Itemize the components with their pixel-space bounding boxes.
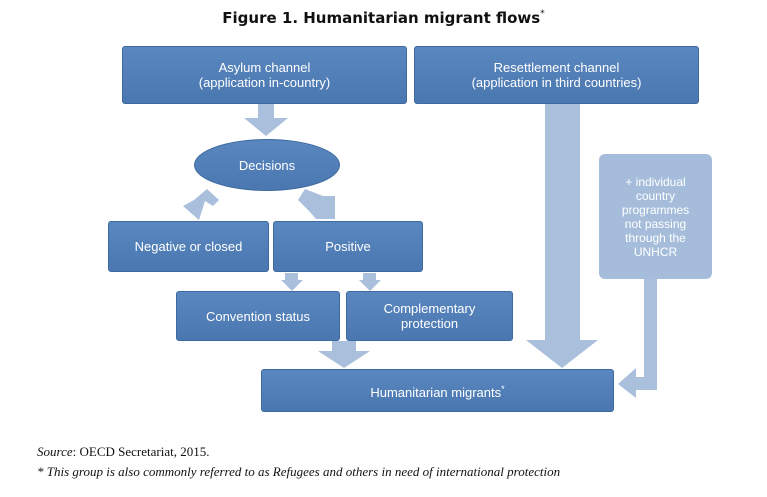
complementary-protection-sublabel: protection [400,316,459,331]
positive-box [273,221,423,272]
individual-programmes-line-2: country [635,188,676,203]
complementary-protection-box [346,291,513,341]
asylum-channel-label: Asylum channel [218,60,311,75]
individual-programmes-line-6: UNHCR [633,244,678,259]
arrow-asylum-to-decisions [244,104,288,136]
footnote-line: * This group is also commonly referred to as Refugees and others in need of international protection [37,464,561,479]
decisions-label: Decisions [238,157,296,173]
convention-status-label: Convention status [205,308,311,324]
resettlement-channel-sublabel: (application in third countries) [471,75,642,90]
individual-programmes-line-5: through the [625,230,686,245]
positive-label: Positive [325,239,371,254]
convention-status-box [176,291,340,341]
asylum-channel-sublabel: (application in-country) [198,75,331,90]
arrow-resettlement-to-humanitarian [526,104,598,368]
arrow-decisions-to-negative [183,189,219,220]
individual-programmes-line-1: + individual [625,174,686,189]
individual-programmes-line-4: not passing [624,216,687,231]
decisions-node [194,139,340,191]
arrow-positive-to-convention [281,273,303,291]
individual-programmes-line-3: programmes [621,202,690,217]
negative-or-closed-box [108,221,269,272]
figure-caption [37,442,560,482]
source-line: Source: OECD Secretariat, 2015. [37,444,210,459]
resettlement-channel-box [414,46,699,104]
individual-programmes-box [599,154,712,279]
arrow-to-humanitarian [318,341,370,368]
humanitarian-migrants-label: Humanitarian migrants* [370,383,505,400]
arrow-decisions-to-positive [298,189,335,219]
humanitarian-migrants-box [261,369,614,412]
complementary-protection-label: Complementary [383,301,476,316]
arrow-positive-to-complementary [359,273,381,291]
arrow-individual-to-humanitarian [618,279,657,398]
negative-or-closed-label: Negative or closed [134,239,243,254]
resettlement-channel-label: Resettlement channel [493,60,620,75]
figure-title: Figure 1. Humanitarian migrant flows* [222,9,545,27]
asylum-channel-box [122,46,407,104]
